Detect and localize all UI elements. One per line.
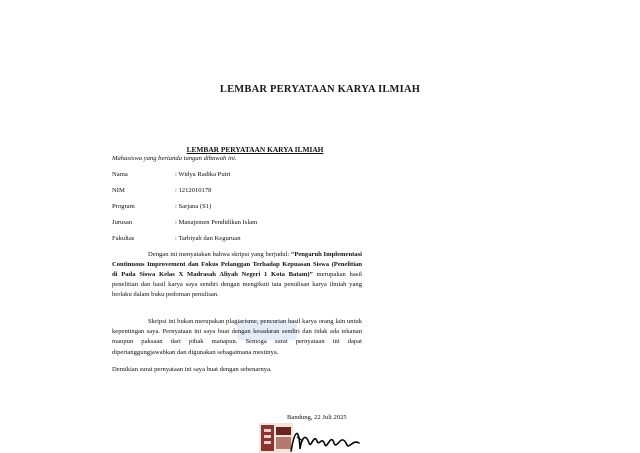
page-title: LEMBAR PERYATAAN KARYA ILMIAH xyxy=(219,84,421,95)
scanned-statement xyxy=(112,143,370,452)
field-label: NIM xyxy=(112,187,125,194)
intro-text: Mahasiswa yang bertanda tangan dibawah ini. xyxy=(112,155,237,162)
field-label: Program xyxy=(112,203,135,210)
field-label: Jurusan xyxy=(112,219,133,226)
field-value: : Tarbiyah dan Keguruan xyxy=(175,235,241,242)
field-label: Nama xyxy=(112,171,128,178)
field-label: Fakultas xyxy=(112,235,135,242)
thesis-title: “Pengaruh Implementasi Continuous Improvement dan Fokus Pelanggan Terhadap Kepuasan Siswa (Penelitian di Pada Siswa Kelas X Madrasah Aliyah Negeri 1 Kota Batam)” xyxy=(112,251,363,278)
scan-title: LEMBAR PERYATAAN KARYA ILMIAH xyxy=(186,145,324,154)
field-value: : Manajemen Pendidikan Islam xyxy=(175,219,258,226)
plagiarism-paragraph xyxy=(112,317,362,358)
signature-icon xyxy=(287,423,367,453)
place-date: Bandung, 22 Juli 2025 xyxy=(287,414,347,421)
paragraph-prefix: Dengan ini menyatakan bahwa skripsi yang berjudul: xyxy=(148,251,292,258)
field-value: : Sarjana (S1) xyxy=(175,203,212,210)
field-value: : Widya Radika Putri xyxy=(175,171,231,178)
statement-paragraph xyxy=(112,250,362,299)
closing-line: Demikian surat pernyataan ini saya buat dengan sebenarnya. xyxy=(112,366,272,373)
paragraph-text: Skripsi ini bukan merupakan plagiarisme, pencurian hasil karya orang lain untuk kepentingan saya. Pernyataan ini saya buat dengan kesadaran sendiri dan tidak ada tekanan maupun paksaan dari pihak manapun. Semoga surat pernyataan ini dapat dipertanggungjawabkan dan digunakan sebagaimana mestinya. xyxy=(112,318,362,356)
paragraph-suffix: merupakan hasil penelitian dan hasil karya saya sendiri dengan mengikuti tata penulisan karya ilmiah yang berlaku dalam buku pedoman penulisan. xyxy=(112,270,363,298)
field-value: : 1212010178 xyxy=(175,187,212,194)
